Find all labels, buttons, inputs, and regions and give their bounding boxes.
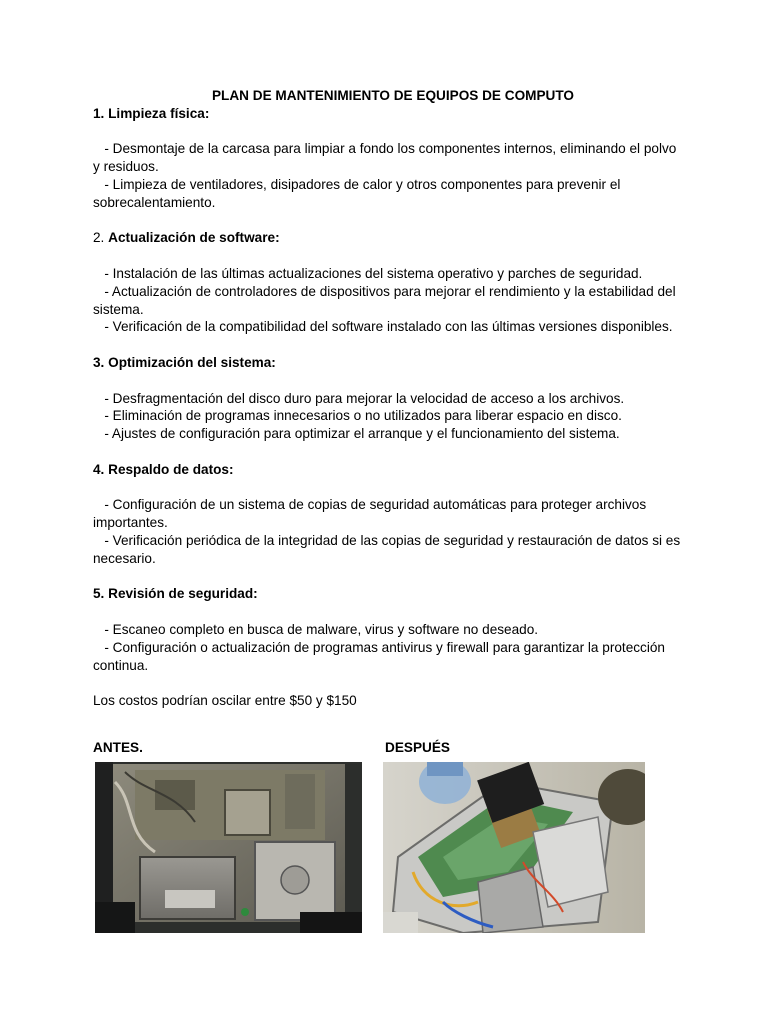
section-heading-5: [93, 585, 683, 603]
after-label: DESPUÉS: [385, 740, 450, 755]
section-title: Respaldo de datos:: [108, 461, 234, 477]
section-title: Optimización del sistema:: [108, 354, 276, 370]
list-item: - Eliminación de programas innecesarios o no utilizados para liberar espacio en disco.: [93, 408, 622, 424]
section-title: Limpieza física:: [108, 105, 210, 121]
section-number: 5.: [93, 586, 105, 602]
section-number: 2.: [93, 230, 105, 246]
costs-text: Los costos podrían oscilar entre $50 y $150: [93, 693, 357, 709]
section-number: 3.: [93, 354, 105, 370]
before-label: ANTES.: [93, 740, 143, 755]
section-title: Actualización de software:: [108, 230, 280, 246]
list-item: - Verificación periódica de la integridad de las copias de seguridad y restauración de datos si es necesario.: [93, 532, 684, 566]
list-item: - Configuración o actualización de programas antivirus y firewall para garantizar la protección continua.: [93, 639, 669, 673]
list-item: - Escaneo completo en busca de malware, virus y software no deseado.: [93, 621, 539, 637]
list-item: - Desfragmentación del disco duro para mejorar la velocidad de acceso a los archivos.: [93, 390, 625, 406]
section-number: 1.: [93, 105, 105, 121]
after-photo: [383, 762, 645, 933]
document-title: PLAN DE MANTENIMIENTO DE EQUIPOS DE COMPUTO: [211, 88, 575, 103]
section-number: 4.: [93, 461, 105, 477]
list-item: - Ajustes de configuración para optimizar el arranque y el funcionamiento del sistema.: [93, 426, 620, 442]
list-item: - Configuración de un sistema de copias de seguridad automáticas para proteger archivos importantes.: [93, 497, 650, 531]
list-item: - Actualización de controladores de dispositivos para mejorar el rendimiento y la estabilidad del sistema.: [93, 283, 680, 317]
list-item: - Verificación de la compatibilidad del software instalado con las últimas versiones disponibles.: [93, 319, 673, 335]
list-item: - Instalación de las últimas actualizaciones del sistema operativo y parches de seguridad.: [93, 265, 643, 281]
section-title: Revisión de seguridad:: [108, 586, 258, 602]
section-heading-4: [93, 461, 683, 479]
list-item: - Desmontaje de la carcasa para limpiar a fondo los componentes internos, eliminando el polvo y residuos.: [93, 141, 681, 175]
section-heading-2: [93, 229, 683, 247]
document-body: [93, 87, 683, 710]
list-item: - Limpieza de ventiladores, disipadores de calor y otros componentes para prevenir el sobrecalentamiento.: [93, 176, 625, 210]
before-photo: [95, 762, 362, 933]
section-heading-3: [93, 354, 683, 372]
photo-labels: [93, 740, 653, 758]
section-heading-1: [93, 105, 683, 123]
